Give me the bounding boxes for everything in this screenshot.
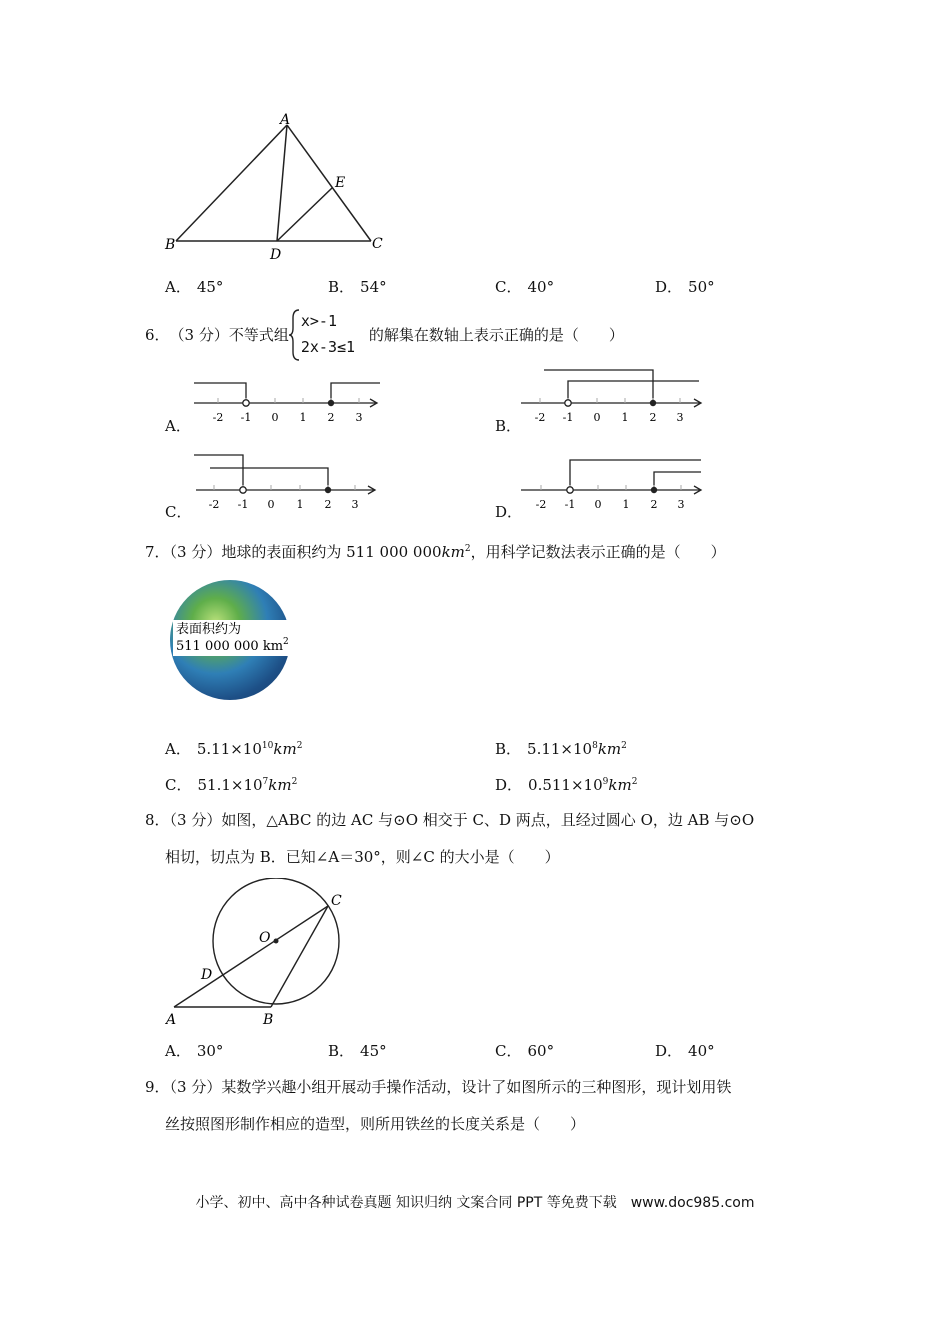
svg-text:-1: -1 xyxy=(237,498,249,511)
svg-text:2: 2 xyxy=(324,498,332,511)
globe-caption: 表面积约为 511 000 000 $km^2$ xyxy=(173,620,292,656)
line-ad xyxy=(277,125,287,241)
svg-text:-2: -2 xyxy=(208,498,220,511)
svg-text:-2: -2 xyxy=(535,498,547,511)
svg-text:1: 1 xyxy=(299,411,307,424)
q7-option-c[interactable]: C． $51.1\times 10^7km^2$ xyxy=(165,776,298,794)
line-bc xyxy=(271,906,328,1007)
svg-text:3: 3 xyxy=(677,498,685,511)
svg-text:0: 0 xyxy=(267,498,275,511)
svg-text:-2: -2 xyxy=(212,411,224,424)
q8-option-d[interactable]: D． 40° xyxy=(655,1042,715,1060)
q6-option-b[interactable]: B． xyxy=(495,417,522,435)
number-line-b xyxy=(517,366,707,428)
number-line-a xyxy=(190,370,390,430)
svg-text:0: 0 xyxy=(271,411,279,424)
label-e: E xyxy=(335,175,346,191)
q5-triangle-figure xyxy=(160,110,400,265)
svg-text:2: 2 xyxy=(649,411,657,424)
svg-text:0: 0 xyxy=(594,498,602,511)
line-ac xyxy=(287,125,371,241)
q6-option-a[interactable]: A． xyxy=(165,417,191,435)
q7-option-d[interactable]: D． $0.511\times 10^9km^2$ xyxy=(495,776,638,794)
svg-text:1: 1 xyxy=(622,498,630,511)
q7-stem: 7．（3 分）地球的表面积约为 511 000 $000km^2$，用科学记数法表示正确的是（ ） xyxy=(145,543,726,561)
svg-text:-1: -1 xyxy=(564,498,576,511)
svg-text:-2: -2 xyxy=(534,411,546,424)
q5-option-b[interactable]: B． 54° xyxy=(328,278,387,296)
label-a: A xyxy=(166,1012,177,1028)
svg-text:-1: -1 xyxy=(562,411,574,424)
q8-option-a[interactable]: A． 30° xyxy=(165,1042,224,1060)
q6-stem: 6． （3 分） 不等式组 x>-1 2x-3≤1 的解集在数轴上表示正确的是（ ） xyxy=(145,308,624,362)
line-de xyxy=(277,188,332,241)
svg-text:3: 3 xyxy=(355,411,363,424)
q9-stem-line1: 9．（3 分）某数学兴趣小组开展动手操作活动，设计了如图所示的三种图形，现计划用铁 xyxy=(145,1078,732,1096)
label-o: O xyxy=(259,930,271,946)
label-c: C xyxy=(331,893,342,909)
q9-stem-line2: 丝按照图形制作相应的造型，则所用铁丝的长度关系是（ ） xyxy=(165,1115,586,1133)
q8-circle-figure xyxy=(160,878,360,1028)
q6-option-d[interactable]: D． xyxy=(495,503,523,521)
svg-text:1: 1 xyxy=(296,498,304,511)
label-d: D xyxy=(270,247,282,263)
svg-text:3: 3 xyxy=(351,498,359,511)
q6-option-c[interactable]: C． xyxy=(165,503,192,521)
q8-option-c[interactable]: C． 60° xyxy=(495,1042,555,1060)
q7-option-a[interactable]: A． $5.11\times 10^{10}km^2$ xyxy=(165,740,303,758)
q8-stem-line1: 8．（3 分）如图，△ABC 的边 AC 与⊙O 相交于 C、D 两点，且经过圆心 O，边 AB 与⊙O xyxy=(145,811,755,829)
q5-option-d[interactable]: D． 50° xyxy=(655,278,715,296)
inequality-system xyxy=(289,308,369,362)
inequality-1: x>-1 xyxy=(300,312,337,330)
q5-option-c[interactable]: C． 40° xyxy=(495,278,555,296)
number-line-d xyxy=(517,452,707,514)
number-line-c xyxy=(190,450,390,512)
center-point xyxy=(274,939,279,944)
q7-option-b[interactable]: B． $5.11\times 10^8km^2$ xyxy=(495,740,627,758)
q8-option-b[interactable]: B． 45° xyxy=(328,1042,387,1060)
svg-text:2: 2 xyxy=(327,411,335,424)
inequality-2: 2x-3≤1 xyxy=(300,338,356,356)
line-ac xyxy=(174,906,328,1007)
svg-text:0: 0 xyxy=(593,411,601,424)
left-brace xyxy=(289,308,301,362)
label-d: D xyxy=(201,967,213,983)
label-b: B xyxy=(263,1012,274,1028)
svg-text:-1: -1 xyxy=(240,411,252,424)
q5-option-a[interactable]: A． 45° xyxy=(165,278,224,296)
svg-text:3: 3 xyxy=(676,411,684,424)
q8-stem-line2: 相切，切点为 B．已知∠A＝30°，则∠C 的大小是（ ） xyxy=(165,848,560,866)
svg-text:1: 1 xyxy=(621,411,629,424)
line-ab xyxy=(176,125,287,241)
label-c: C xyxy=(372,236,383,252)
svg-text:2: 2 xyxy=(650,498,658,511)
label-a: A xyxy=(280,112,291,128)
page-footer: 小学、初中、高中各种试卷真题 知识归纳 文案合同 PPT 等免费下载 www.doc985.com xyxy=(195,1195,755,1211)
label-b: B xyxy=(165,237,176,253)
